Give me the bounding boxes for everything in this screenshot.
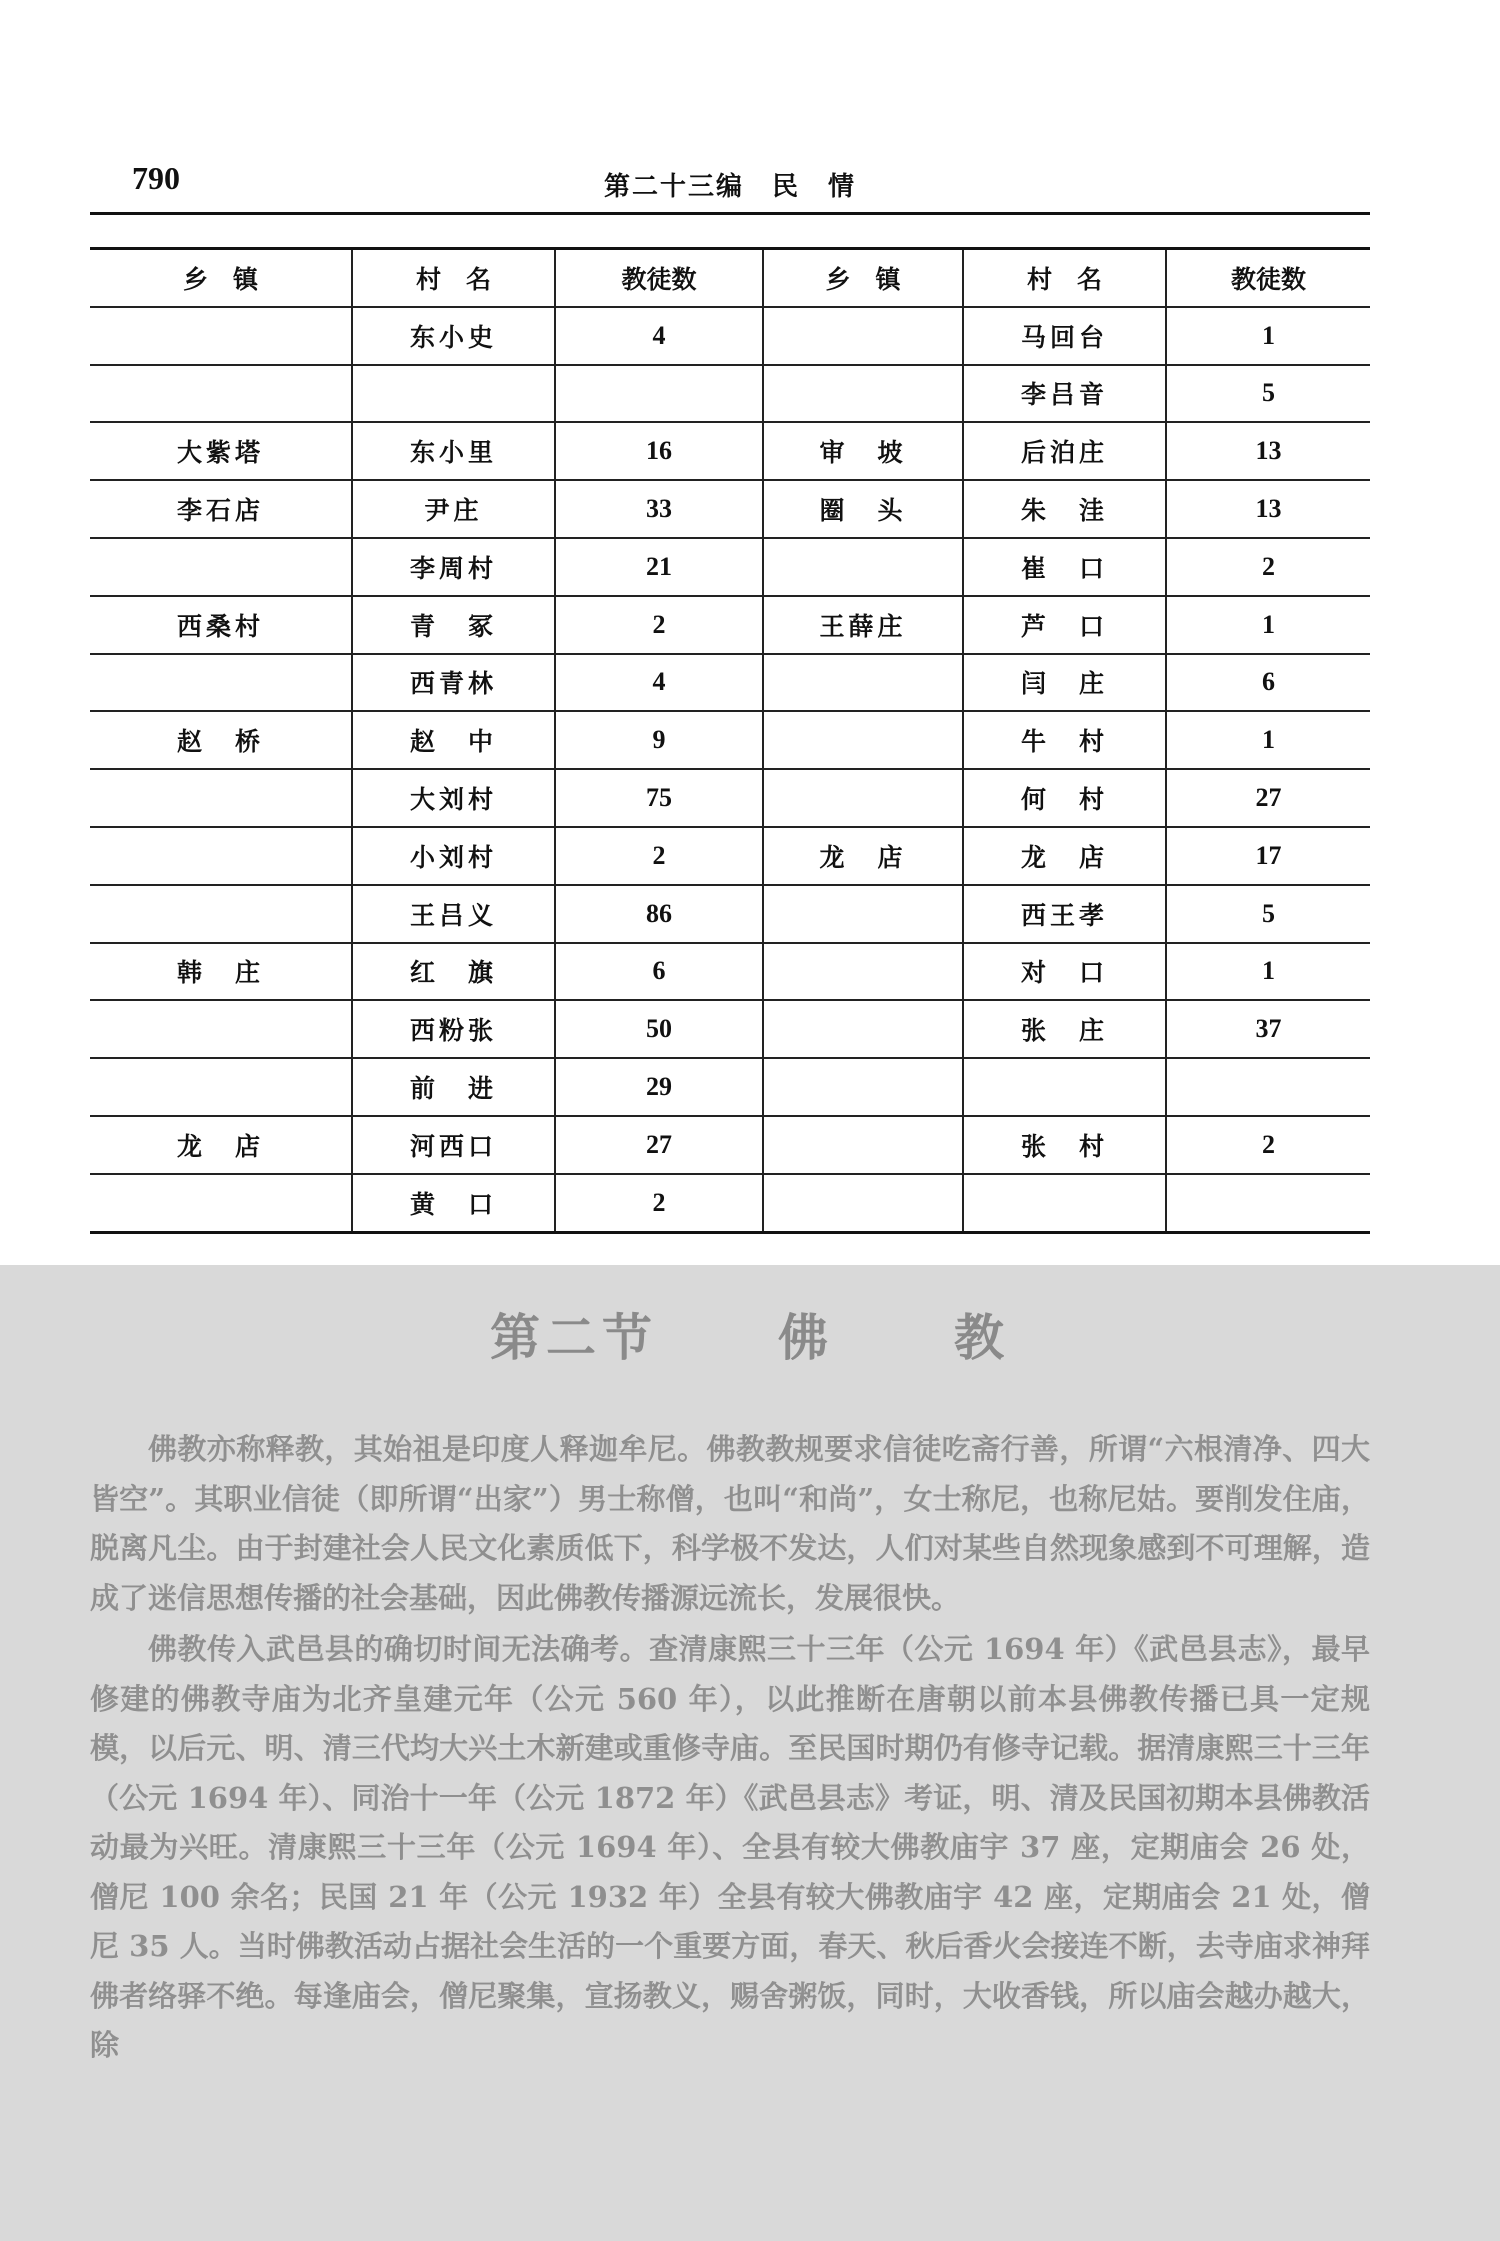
village-cell: 赵 中 [352, 711, 555, 769]
village-cell: 牛 村 [963, 711, 1166, 769]
town-cell [763, 1174, 963, 1232]
count-cell: 29 [555, 1058, 763, 1116]
town-cell: 大紫塔 [90, 422, 352, 480]
village-cell: 崔 口 [963, 538, 1166, 596]
town-cell [90, 365, 352, 423]
town-cell [763, 769, 963, 827]
table-row [90, 711, 1370, 769]
town-cell: 龙 店 [763, 827, 963, 885]
table-row [90, 1000, 1370, 1058]
town-cell [90, 654, 352, 712]
town-cell [763, 1000, 963, 1058]
table-row [90, 827, 1370, 885]
count-cell: 13 [1166, 422, 1370, 480]
table-row [90, 365, 1370, 423]
village-cell: 张 村 [963, 1116, 1166, 1174]
town-cell [763, 711, 963, 769]
town-cell [90, 885, 352, 943]
town-cell: 龙 店 [90, 1116, 352, 1174]
header-rule [90, 212, 1370, 215]
table-row [90, 1116, 1370, 1174]
town-cell [90, 1000, 352, 1058]
town-cell [763, 885, 963, 943]
count-cell: 17 [1166, 827, 1370, 885]
table-header-row [90, 249, 1370, 307]
count-cell: 9 [555, 711, 763, 769]
town-cell: 王薛庄 [763, 596, 963, 654]
town-cell: 赵 桥 [90, 711, 352, 769]
count-cell [555, 365, 763, 423]
count-cell: 16 [555, 422, 763, 480]
table-row [90, 943, 1370, 1001]
header-village: 村 名 [352, 249, 555, 307]
count-cell: 37 [1166, 1000, 1370, 1058]
town-cell [90, 307, 352, 365]
town-cell: 西桑村 [90, 596, 352, 654]
village-cell: 李周村 [352, 538, 555, 596]
town-cell [90, 1174, 352, 1232]
count-cell: 75 [555, 769, 763, 827]
count-cell: 2 [555, 827, 763, 885]
table-row [90, 1058, 1370, 1116]
table-row [90, 769, 1370, 827]
count-cell: 4 [555, 307, 763, 365]
village-cell [352, 365, 555, 423]
header-count: 教徒数 [1166, 249, 1370, 307]
header-town: 乡 镇 [763, 249, 963, 307]
town-cell [763, 654, 963, 712]
village-cell: 黄 口 [352, 1174, 555, 1232]
village-cell: 何 村 [963, 769, 1166, 827]
town-cell: 李石店 [90, 480, 352, 538]
village-cell [963, 1174, 1166, 1232]
village-cell: 红 旗 [352, 943, 555, 1001]
village-cell: 前 进 [352, 1058, 555, 1116]
page-number: 790 [132, 160, 180, 196]
count-cell: 27 [555, 1116, 763, 1174]
table-row [90, 480, 1370, 538]
table-row [90, 307, 1370, 365]
town-cell [90, 538, 352, 596]
count-cell: 2 [1166, 1116, 1370, 1174]
town-cell [763, 943, 963, 1001]
village-cell: 王吕义 [352, 885, 555, 943]
count-cell: 2 [555, 596, 763, 654]
header-town: 乡 镇 [90, 249, 352, 307]
town-cell [763, 1116, 963, 1174]
village-cell: 小刘村 [352, 827, 555, 885]
count-cell: 1 [1166, 307, 1370, 365]
village-cell: 芦 口 [963, 596, 1166, 654]
count-cell: 1 [1166, 596, 1370, 654]
count-cell: 21 [555, 538, 763, 596]
village-cell: 闫 庄 [963, 654, 1166, 712]
header-count: 教徒数 [555, 249, 763, 307]
table-row [90, 654, 1370, 712]
village-cell: 李吕音 [963, 365, 1166, 423]
count-cell: 27 [1166, 769, 1370, 827]
village-cell: 张 庄 [963, 1000, 1166, 1058]
count-cell [1166, 1058, 1370, 1116]
table-row [90, 596, 1370, 654]
town-cell [763, 307, 963, 365]
count-cell: 86 [555, 885, 763, 943]
believers-table [90, 247, 1370, 1234]
paragraph: 佛教亦称释教，其始祖是印度人释迦牟尼。佛教教规要求信徒吃斋行善，所谓“六根清净、四大皆空”。其职业信徒（即所谓“出家”）男士称僧，也叫“和尚”，女士称尼，也称尼姑。要削发住庙，脱离凡尘。由于封建社会人民文化素质低下，科学极不发达，人们对某些自然现象感到不可理解，造成了迷信思想传播的社会基础，因此佛教传播源远流长，发展很快。 [90, 1432, 1370, 1615]
count-cell: 2 [1166, 538, 1370, 596]
table-row [90, 1174, 1370, 1232]
village-cell: 大刘村 [352, 769, 555, 827]
section-heading [0, 1298, 1500, 1370]
count-cell: 6 [1166, 654, 1370, 712]
count-cell: 4 [555, 654, 763, 712]
count-cell: 2 [555, 1174, 763, 1232]
section-title-char: 教 [954, 1308, 1010, 1367]
count-cell: 1 [1166, 943, 1370, 1001]
count-cell: 5 [1166, 885, 1370, 943]
page-header [90, 160, 1370, 210]
village-cell: 东小史 [352, 307, 555, 365]
section-number: 第二节 [490, 1308, 658, 1367]
village-cell: 西王孝 [963, 885, 1166, 943]
village-cell [963, 1058, 1166, 1116]
village-cell: 西青林 [352, 654, 555, 712]
running-title: 第二十三编 民 情 [603, 172, 856, 202]
count-cell: 33 [555, 480, 763, 538]
village-cell: 西粉张 [352, 1000, 555, 1058]
village-cell: 东小里 [352, 422, 555, 480]
town-cell [763, 538, 963, 596]
town-cell: 审 坡 [763, 422, 963, 480]
count-cell: 6 [555, 943, 763, 1001]
count-cell [1166, 1174, 1370, 1232]
village-cell: 河西口 [352, 1116, 555, 1174]
town-cell: 韩 庄 [90, 943, 352, 1001]
village-cell: 青 冢 [352, 596, 555, 654]
table-body [90, 307, 1370, 1232]
town-cell [90, 1058, 352, 1116]
town-cell [763, 365, 963, 423]
town-cell [90, 827, 352, 885]
count-cell: 50 [555, 1000, 763, 1058]
header-village: 村 名 [963, 249, 1166, 307]
village-cell: 龙 店 [963, 827, 1166, 885]
believers-table-container [90, 247, 1370, 1234]
village-cell: 后泊庄 [963, 422, 1166, 480]
village-cell: 对 口 [963, 943, 1166, 1001]
body-text [90, 1425, 1370, 2073]
paragraph: 佛教传入武邑县的确切时间无法确考。查清康熙三十三年（公元 1694 年）《武邑县志》，最早修建的佛教寺庙为北齐皇建元年（公元 560 年），以此推断在唐朝以前本县佛教传播已具一定规模，以后元、明、清三代均大兴土木新建或重修寺庙。至民国时期仍有修寺记载。据清康熙三十三年（公元 1694 年）、同治十一年（公元 1872 年）《武邑县志》考证，明、清及民国初期本县佛教活动最为兴旺。清康熙三十三年（公元 1694 年）、全县有较大佛教庙宇 37 座，定期庙会 26 处，僧尼 100 余名；民国 21 年（公元 1932 年）全县有较大佛教庙宇 42 座，定期庙会 21 处，僧尼 35 人。当时佛教活动占据社会生活的一个重要方面，春天、秋后香火会接连不断，去寺庙求神拜佛者络驿不绝。每逢庙会，僧尼聚集，宣扬教义，赐舍粥饭，同时，大收香钱，所以庙会越办越大，除 [90, 1632, 1370, 2062]
table-row [90, 885, 1370, 943]
section-title-char: 佛 [778, 1308, 834, 1367]
table-row [90, 538, 1370, 596]
table-row [90, 422, 1370, 480]
village-cell: 马回台 [963, 307, 1166, 365]
count-cell: 13 [1166, 480, 1370, 538]
village-cell: 朱 洼 [963, 480, 1166, 538]
town-cell [763, 1058, 963, 1116]
village-cell: 尹庄 [352, 480, 555, 538]
town-cell [90, 769, 352, 827]
town-cell: 圈 头 [763, 480, 963, 538]
count-cell: 1 [1166, 711, 1370, 769]
count-cell: 5 [1166, 365, 1370, 423]
